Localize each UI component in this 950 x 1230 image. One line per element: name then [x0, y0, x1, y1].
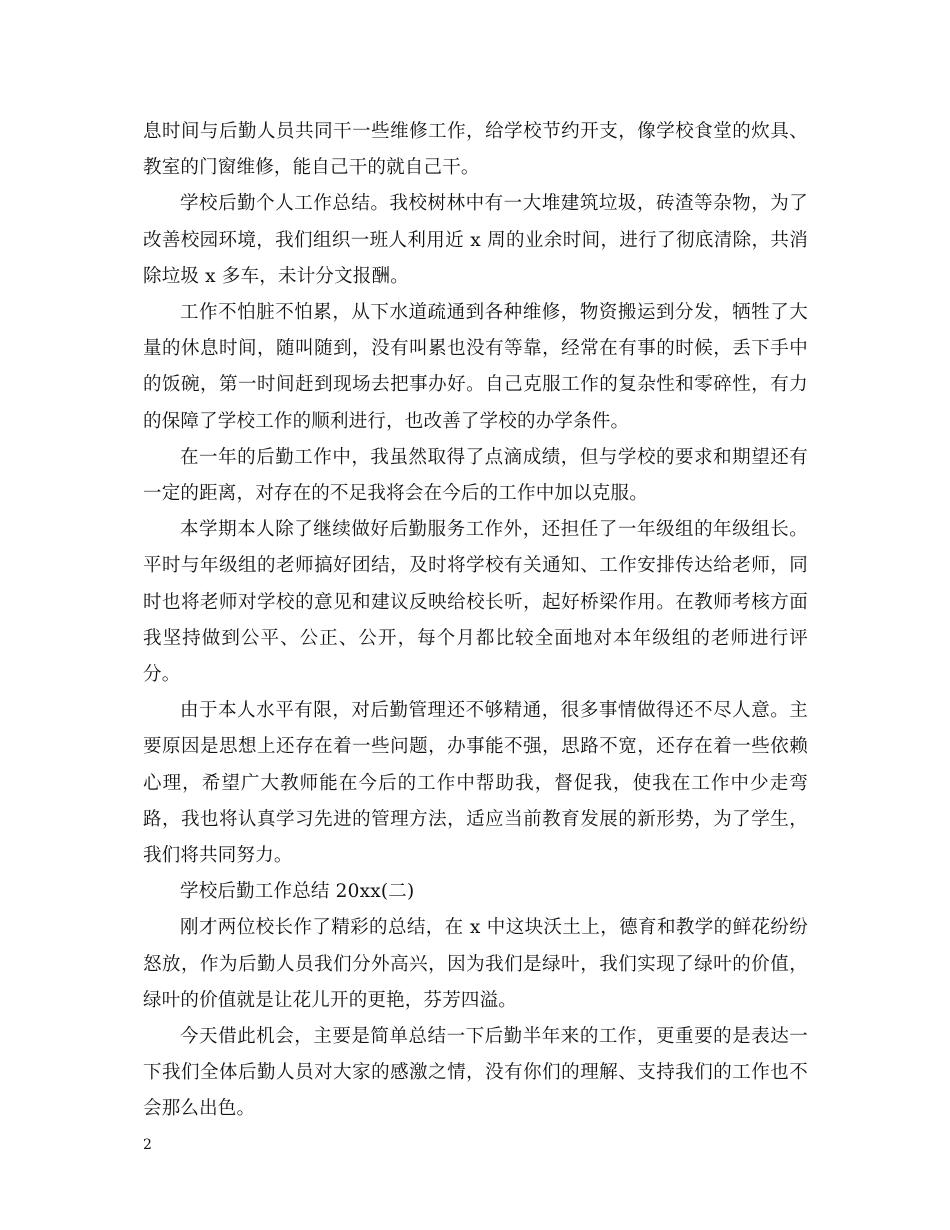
paragraph: 本学期本人除了继续做好后勤服务工作外，还担任了一年级组的年级组长。平时与年级组的老师搞好团结，及时将学校有关通知、工作安排传达给老师，同时也将老师对学校的意见和建议反映给校长听，起好桥梁作用。在教师考核方面我坚持做到公平、公正、公开，每个月都比较全面地对本年级组的老师进行评分。 — [143, 519, 808, 686]
paragraph: 由于本人水平有限，对后勤管理还不够精通，很多事情做得还不尽人意。主要原因是思想上还存在着一些问题，办事能不强，思路不宽，还存在着一些依赖心理，希望广大教师能在今后的工作中帮助我，督促我，使我在工作中少走弯路，我也将认真学习先进的管理方法，适应当前教育发展的新形势，为了学生，我们将共同努力。 — [143, 700, 808, 867]
paragraph: 刚才两位校长作了精彩的总结，在 x 中这块沃土上，德育和教学的鲜花纷纷怒放，作为后勤人员我们分外高兴，因为我们是绿叶，我们实现了绿叶的价值，绿叶的价值就是让花儿开的更艳，芬芳四溢。 — [143, 917, 808, 1011]
page-number: 2 — [143, 1137, 152, 1153]
section-heading: 学校后勤工作总结 20xx(二) — [180, 881, 415, 903]
paragraph: 今天借此机会，主要是简单总结一下后勤半年来的工作，更重要的是表达一下我们全体后勤人员对大家的感激之情，没有你们的理解、支持我们的工作也不会那么出色。 — [143, 1026, 808, 1120]
document-body — [143, 114, 808, 1128]
paragraph: 在一年的后勤工作中，我虽然取得了点滴成绩，但与学校的要求和期望还有一定的距离，对存在的不足我将会在今后的工作中加以克服。 — [143, 446, 808, 505]
paragraph: 学校后勤个人工作总结。我校树林中有一大堆建筑垃圾，砖渣等杂物，为了改善校园环境，我们组织一班人利用近 x 周的业余时间，进行了彻底清除，共消除垃圾 x 多车，未计分文报酬。 — [143, 193, 808, 287]
paragraph: 工作不怕脏不怕累，从下水道疏通到各种维修，物资搬运到分发，牺牲了大量的休息时间，随叫随到，没有叫累也没有等靠，经常在有事的时候，丢下手中的饭碗，第一时间赶到现场去把事办好。自己克服工作的复杂性和零碎性，有力的保障了学校工作的顺利进行，也改善了学校的办学条件。 — [143, 302, 808, 432]
paragraph-continuation: 息时间与后勤人员共同干一些维修工作，给学校节约开支，像学校食堂的炊具、教室的门窗维修，能自己干的就自己干。 — [143, 121, 808, 179]
